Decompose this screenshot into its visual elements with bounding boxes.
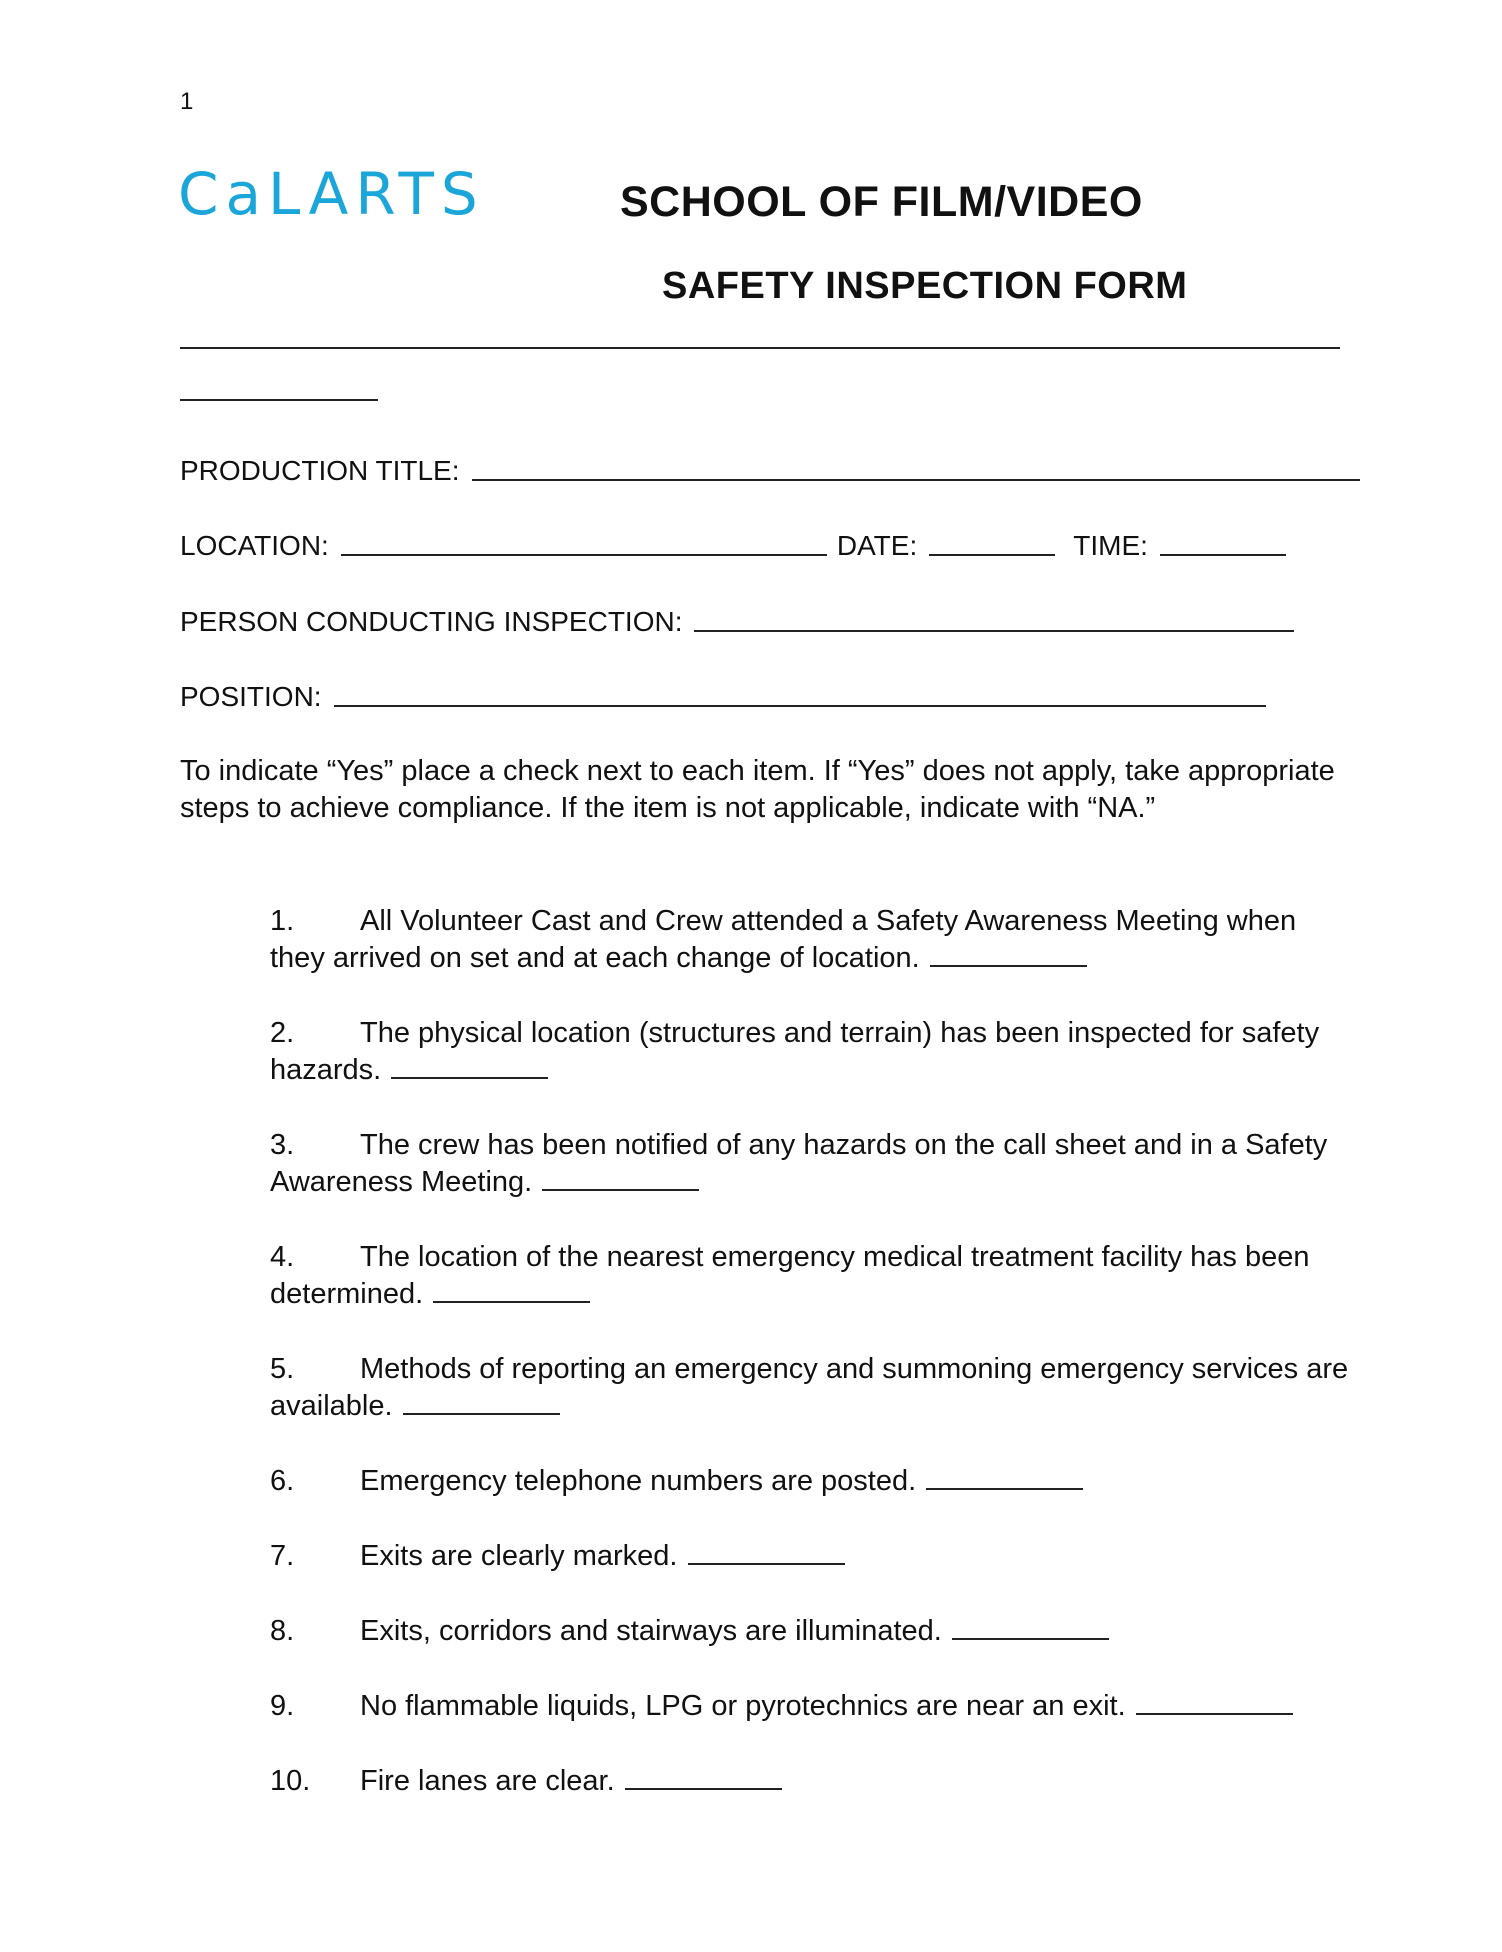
- item-text: Exits, corridors and stairways are illuminated.: [360, 1615, 942, 1647]
- item-check-field[interactable]: [1136, 1712, 1293, 1715]
- item-text: Exits are clearly marked.: [360, 1540, 678, 1572]
- header-divider: [180, 347, 1340, 349]
- date-label: DATE:: [836, 530, 918, 561]
- checklist-item: [270, 1538, 1350, 1575]
- position-label: POSITION:: [180, 681, 322, 712]
- item-check-field[interactable]: [403, 1412, 560, 1415]
- item-check-field[interactable]: [542, 1188, 699, 1191]
- checklist-item: [270, 1239, 1350, 1313]
- location-row: [180, 530, 1286, 562]
- item-text: Fire lanes are clear.: [360, 1765, 615, 1797]
- time-label: TIME:: [1073, 530, 1148, 561]
- time-field[interactable]: [1160, 553, 1286, 556]
- checklist-item: [270, 1763, 1350, 1800]
- instructions-text: To indicate “Yes” place a check next to each item. If “Yes” does not apply, take appropriate steps to achieve compliance. If the item is not applicable, indicate with “NA.”: [180, 755, 1335, 824]
- item-check-field[interactable]: [952, 1637, 1109, 1640]
- production-title-row: [180, 455, 1360, 487]
- item-text: No flammable liquids, LPG or pyrotechnics are near an exit.: [360, 1690, 1126, 1722]
- item-number: 8.: [270, 1615, 295, 1647]
- item-text: All Volunteer Cast and Crew attended a Safety Awareness Meeting when they arrived on set and at each change of location.: [270, 905, 1297, 974]
- form-title: SAFETY INSPECTION FORM: [662, 265, 1188, 307]
- item-number: 4.: [270, 1241, 295, 1273]
- school-title: SCHOOL OF FILM/VIDEO: [620, 178, 1143, 226]
- checklist-item: [270, 1015, 1350, 1089]
- item-text: Methods of reporting an emergency and summoning emergency services are available.: [270, 1353, 1349, 1422]
- person-field[interactable]: [694, 629, 1294, 632]
- item-number: 1.: [270, 905, 295, 937]
- item-check-field[interactable]: [433, 1300, 590, 1303]
- checklist-item: [270, 1613, 1350, 1650]
- item-number: 5.: [270, 1353, 295, 1385]
- item-number: 9.: [270, 1690, 295, 1722]
- checklist-item: [270, 1463, 1350, 1500]
- page-number: 1: [180, 88, 194, 115]
- checklist-item: [270, 1127, 1350, 1201]
- item-text: The physical location (structures and terrain) has been inspected for safety hazards.: [270, 1017, 1320, 1086]
- calarts-logo: CaLARTS: [178, 160, 485, 228]
- production-title-field[interactable]: [472, 478, 1360, 481]
- checklist-item: [270, 1351, 1350, 1425]
- person-label: PERSON CONDUCTING INSPECTION:: [180, 606, 683, 637]
- item-check-field[interactable]: [926, 1487, 1083, 1490]
- item-number: 7.: [270, 1540, 295, 1572]
- item-number: 6.: [270, 1465, 295, 1497]
- checklist-item: [270, 903, 1350, 977]
- item-check-field[interactable]: [625, 1787, 782, 1790]
- item-text: Emergency telephone numbers are posted.: [360, 1465, 917, 1497]
- item-text: The location of the nearest emergency medical treatment facility has been determined.: [270, 1241, 1310, 1310]
- item-number: 3.: [270, 1129, 295, 1161]
- location-field[interactable]: [341, 553, 827, 556]
- date-field[interactable]: [929, 553, 1055, 556]
- person-row: [180, 606, 1294, 638]
- short-divider: [180, 399, 378, 401]
- item-number: 2.: [270, 1017, 295, 1049]
- position-field[interactable]: [334, 704, 1266, 707]
- item-check-field[interactable]: [930, 964, 1087, 967]
- production-title-label: PRODUCTION TITLE:: [180, 455, 460, 486]
- location-label: LOCATION:: [180, 530, 329, 561]
- item-check-field[interactable]: [688, 1562, 845, 1565]
- item-text: The crew has been notified of any hazards on the call sheet and in a Safety Awareness Meeting.: [270, 1129, 1328, 1198]
- item-number: 10.: [270, 1765, 311, 1797]
- item-check-field[interactable]: [391, 1076, 548, 1079]
- position-row: [180, 681, 1266, 713]
- checklist-item: [270, 1688, 1350, 1725]
